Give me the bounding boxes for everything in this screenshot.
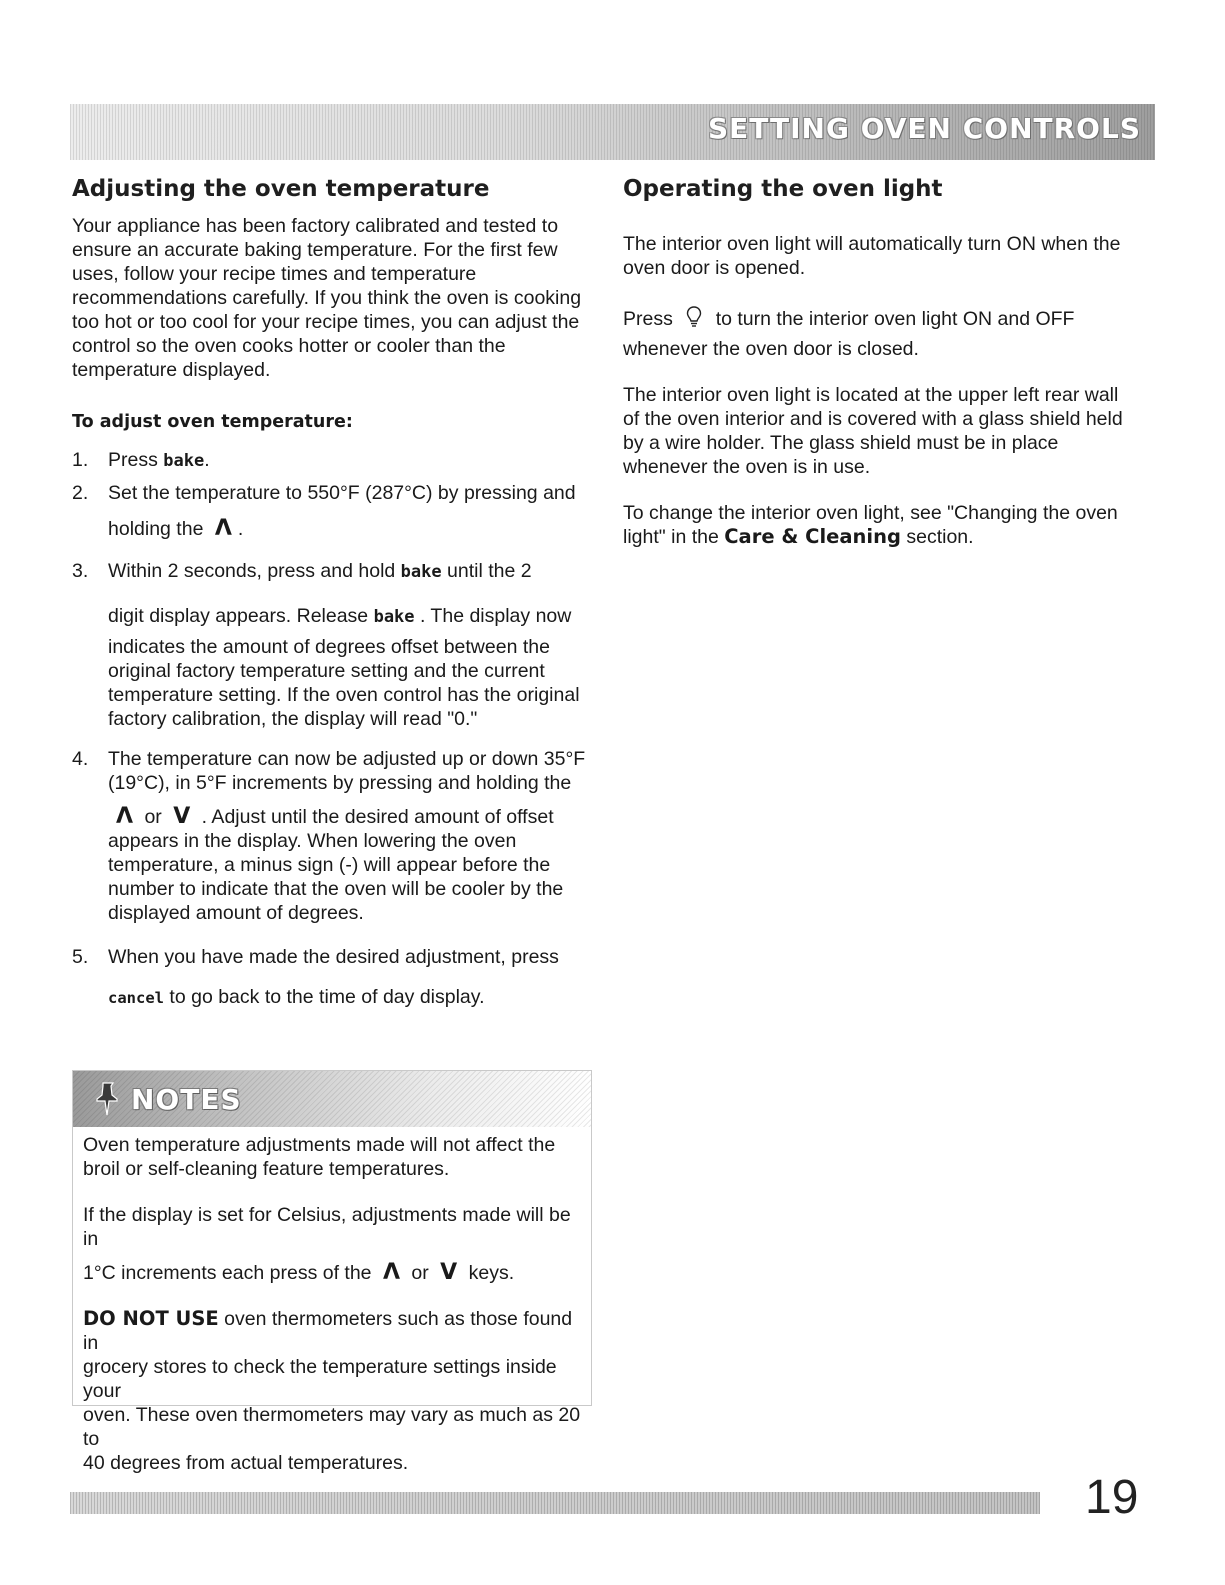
step-text: Press (108, 449, 158, 471)
light-line: To change the interior oven light, see "Changing the oven (623, 502, 1118, 524)
step-text: holding the (108, 518, 204, 540)
down-arrow-icon: V (440, 1260, 458, 1285)
oven-light-heading: Operating the oven light (623, 176, 943, 202)
note-text: keys. (468, 1262, 515, 1284)
do-not-use-warning: DO NOT USE (83, 1307, 219, 1330)
step-text: temperature setting. If the oven control has the original (108, 684, 580, 706)
step-4 (72, 747, 592, 925)
notes-body (83, 1133, 583, 1475)
step-text: The temperature can now be adjusted up or down 35°F (108, 748, 586, 770)
step-text: appears in the display. When lowering the oven (108, 830, 517, 852)
note-text: or (411, 1262, 429, 1284)
footer-band (70, 1492, 1040, 1514)
light-text: light" in the (623, 526, 719, 548)
light-text: section. (906, 526, 974, 548)
notes-box (72, 1070, 592, 1474)
step-1 (72, 448, 592, 473)
light-line: The interior oven light will automatically turn ON when the (623, 233, 1121, 255)
note-line: grocery stores to check the temperature settings inside your (83, 1356, 557, 1402)
light-line: by a wire holder. The glass shield must be in place (623, 432, 1059, 454)
cancel-key-label: cancel (108, 989, 164, 1007)
push-pin-icon (91, 1081, 123, 1117)
intro-line: Your appliance has been factory calibrated and tested to (72, 215, 559, 237)
page-number: 19 (1085, 1471, 1139, 1524)
step-text: until the 2 (447, 560, 532, 582)
adjust-subheading: To adjust oven temperature: (72, 412, 353, 432)
intro-line: uses, follow your recipe times and temperature (72, 263, 477, 285)
step-text: digit display appears. Release (108, 605, 369, 627)
adjust-steps (72, 448, 592, 1010)
step-number: 5. (72, 946, 89, 968)
left-column (72, 172, 592, 1010)
intro-line: temperature displayed. (72, 359, 271, 381)
note-text: 1°C increments each press of the (83, 1262, 372, 1284)
right-column (623, 172, 1143, 549)
light-text: Press (623, 308, 673, 330)
step-text: temperature, a minus sign (-) will appear before the (108, 854, 551, 876)
up-arrow-icon: Λ (116, 804, 134, 829)
adjust-intro (72, 214, 592, 382)
light-line: whenever the oven door is closed. (623, 338, 919, 360)
step-text: . (237, 518, 244, 540)
notes-title: NOTES (131, 1083, 242, 1116)
step-5 (72, 945, 592, 1010)
note-text: oven thermometers such as those found in (83, 1308, 573, 1354)
step-text: original factory temperature setting and the current (108, 660, 545, 682)
down-arrow-icon: V (173, 804, 191, 829)
notes-header-band (73, 1071, 591, 1127)
step-text: . Adjust until the desired amount of offset (201, 806, 554, 828)
step-text: Within 2 seconds, press and hold (108, 560, 396, 582)
light-line: The interior oven light is located at the upper left rear wall (623, 384, 1119, 406)
step-2 (72, 481, 592, 541)
step-text: or (144, 806, 162, 828)
up-arrow-icon: Λ (214, 516, 232, 541)
note-line: If the display is set for Celsius, adjustments made will be in (83, 1204, 571, 1250)
note-line: 40 degrees from actual temperatures. (83, 1452, 409, 1474)
step-text: to go back to the time of day display. (169, 986, 485, 1008)
bake-key-label: bake (373, 607, 415, 627)
up-arrow-icon: Λ (382, 1260, 400, 1285)
step-text: indicates the amount of degrees offset between the (108, 636, 550, 658)
adjust-temperature-heading: Adjusting the oven temperature (72, 176, 490, 202)
step-number: 1. (72, 449, 89, 471)
step-text: . The display now (419, 605, 572, 627)
light-line: of the oven interior and is covered with a glass shield held (623, 408, 1123, 430)
light-text: to turn the interior oven light ON and OFF (715, 308, 1075, 330)
note-line: broil or self-cleaning feature temperatures. (83, 1158, 450, 1180)
step-text: displayed amount of degrees. (108, 902, 364, 924)
intro-line: recommendations carefully. If you think the oven is cooking (72, 287, 582, 309)
step-number: 2. (72, 482, 89, 504)
step-text: number to indicate that the oven will be cooler by the (108, 878, 564, 900)
step-text: . (204, 449, 210, 471)
step-text: When you have made the desired adjustment, press (108, 946, 559, 968)
step-number: 3. (72, 560, 89, 582)
bake-key-label: bake (400, 562, 442, 582)
header-band (70, 104, 1155, 160)
light-line: whenever the oven is in use. (623, 456, 871, 478)
step-3 (72, 559, 592, 731)
light-bulb-icon (686, 306, 702, 328)
step-text: (19°C), in 5°F increments by pressing and holding the (108, 772, 572, 794)
note-line: oven. These oven thermometers may vary as much as 20 to (83, 1404, 581, 1450)
page-section-title: SETTING OVEN CONTROLS (707, 112, 1141, 145)
note-line: Oven temperature adjustments made will not affect the (83, 1134, 556, 1156)
care-cleaning-reference: Care & Cleaning (724, 525, 901, 548)
step-text: factory calibration, the display will read "0." (108, 708, 478, 730)
bake-key-label: bake (163, 451, 205, 471)
light-line: oven door is opened. (623, 257, 806, 279)
intro-line: too hot or too cool for your recipe times, you can adjust the (72, 311, 580, 333)
step-text: Set the temperature to 550°F (287°C) by pressing and (108, 482, 576, 504)
intro-line: control so the oven cooks hotter or cooler than the (72, 335, 506, 357)
step-number: 4. (72, 748, 89, 770)
intro-line: ensure an accurate baking temperature. For the first few (72, 239, 558, 261)
